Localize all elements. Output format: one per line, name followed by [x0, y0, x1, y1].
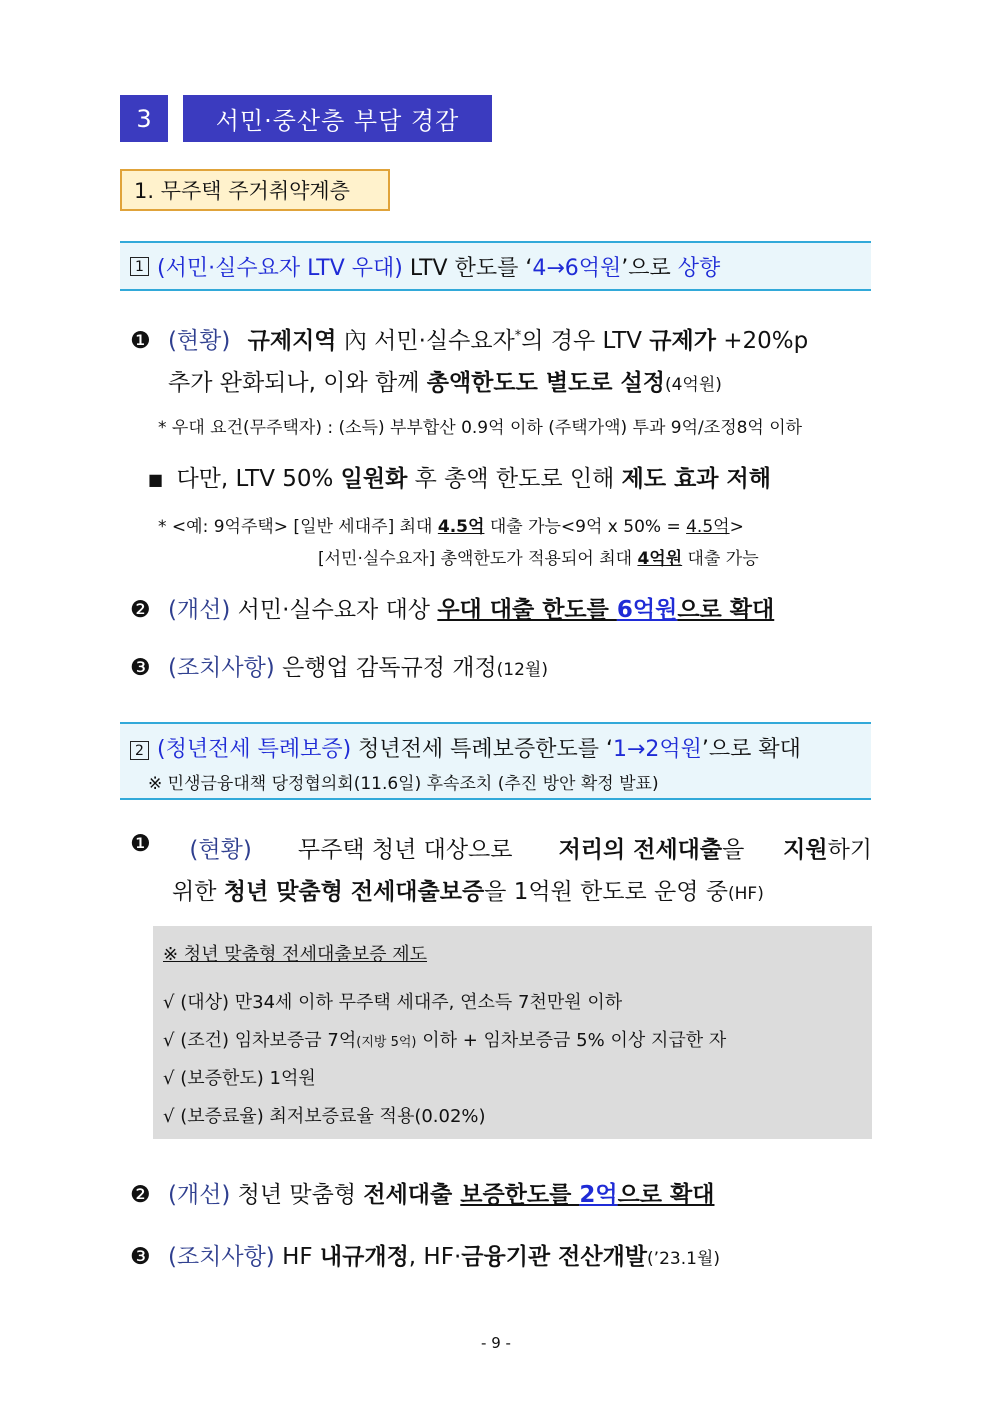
t1-note2-text: 대출 가능: [682, 549, 759, 569]
youth-guarantee-info-box: [153, 926, 872, 1139]
gray-box-text: (지방 5억): [356, 1035, 417, 1050]
topic2-note: ※ 민생금융대책 당정협의회(11.6일) 후속조치 (추진 방안 확정 발표): [148, 774, 659, 794]
t2-item3-tag: (조치사항): [167, 1244, 275, 1270]
t1-item2-tag: (개선): [167, 597, 231, 623]
section-title: 서민·중산층 부담 경감: [183, 95, 492, 142]
t2-item1-line2: [172, 873, 764, 906]
t1-item1-text: 규제지역: [247, 328, 337, 354]
t1-item1-line1: [130, 322, 808, 355]
t2-item2-tag: (개선): [167, 1182, 231, 1208]
topic1-text-a: LTV 한도를 ‘: [402, 255, 533, 281]
t1-note2-line1: [158, 512, 744, 537]
bullet-1-icon: ❶: [130, 328, 151, 354]
bullet-3-icon: ❸: [130, 655, 151, 681]
t1-note1: * 우대 요건(무주택자) : (소득) 부부합산 0.9억 이하 (주택가액) 투과 9억/조정8억 이하: [158, 418, 803, 438]
topic1-text-b: ’으로: [621, 255, 678, 281]
t2-item2-text: 보증한도를: [460, 1182, 580, 1208]
gray-box-row: √ (대상) 만34세 이하 무주택 세대주, 연소득 7천만원 이하: [163, 992, 623, 1013]
t1-item1-text: (4억원): [664, 375, 722, 395]
gray-box-title: ※ 청년 맞춤형 전세대출보증 제도: [163, 944, 428, 965]
topic1-header: [120, 241, 871, 291]
t1-item1-text: 추가 완화되나, 이와 함께: [168, 370, 427, 396]
t1-item3: [130, 649, 548, 682]
t2-item3-text: 금융기관 전산개발: [461, 1244, 648, 1270]
t1-item1-tag: (현황): [167, 328, 231, 354]
t1-item2-text: 으로 확대: [677, 597, 775, 623]
t1-item1-text: +20%p: [715, 328, 809, 354]
topic2-text-a: 청년전세 특례보증한도를 ‘: [351, 737, 613, 762]
topic1-highlight: 4→6억원: [532, 255, 622, 281]
t1-item3-text: (12월): [496, 660, 548, 680]
t2-item2-text: 2억: [579, 1182, 618, 1208]
t1-sub-text: 일원화: [340, 466, 408, 492]
t1-item1-line2: [168, 364, 722, 397]
t2-item3-text: HF: [274, 1244, 320, 1270]
t2-item1-text: 을 1억원 한도로 운영 중: [484, 879, 729, 905]
t2-item2-text: 청년 맞춤형: [230, 1182, 364, 1208]
square-bullet-icon: ■: [148, 470, 164, 489]
topic1-label: (서민·실수요자 LTV 우대): [157, 255, 403, 281]
t1-item3-text: 은행업 감독규정 개정: [274, 655, 497, 681]
bullet-2-icon: ❷: [130, 597, 151, 623]
t2-item1-text: 하기: [827, 837, 872, 863]
t1-sub-text: 제도 효과 저해: [621, 466, 771, 492]
topic1-number-box: 1: [130, 257, 149, 276]
t1-sub-text: 후 총액 한도로 인해: [407, 466, 622, 492]
t1-sub-bullet-line: [148, 460, 771, 493]
t1-note2-text: 4.5억: [437, 517, 485, 537]
t1-note2-text: 4억원: [637, 549, 683, 569]
gray-box-row: √ (보증료율) 최저보증료율 적용(0.02%): [163, 1106, 486, 1127]
t2-item1-text: 지원: [783, 837, 828, 863]
t2-item1-tag: (현황): [189, 837, 252, 863]
subsection-title: 1. 무주택 주거취약계층: [120, 169, 390, 211]
t1-item2-text: 서민·실수요자 대상: [230, 597, 438, 623]
t2-item2-text: 으로 확대: [617, 1182, 715, 1208]
topic2-label: (청년전세 특례보증): [157, 737, 352, 762]
t1-note2-text: * <예: 9억주택> [일반 세대주] 최대: [158, 517, 438, 537]
gray-box-row: [163, 1026, 726, 1052]
t2-item1-text: 저리의 전세대출: [558, 837, 723, 863]
t2-item1-text: 을: [722, 837, 745, 863]
t2-item1-text: (HF): [728, 884, 764, 904]
t1-sub-text: 다만, LTV 50%: [176, 466, 341, 492]
page-number: - 9 -: [481, 1334, 511, 1352]
t1-item1-text: 內 서민·실수요자: [336, 328, 515, 354]
topic1-highlight2: 상향: [677, 255, 721, 281]
t1-note2-text: >: [729, 517, 744, 537]
t1-item1-text: 규제가: [649, 328, 716, 354]
t2-item1-line1: [130, 831, 872, 864]
t1-item3-tag: (조치사항): [167, 655, 275, 681]
t1-item1-text: 총액한도도 별도로 설정: [426, 370, 665, 396]
t1-item2: [130, 591, 774, 624]
t1-note2-text: [서민·실수요자] 총액한도가 적용되어 최대: [318, 549, 638, 569]
t2-item1-text: 위한: [172, 879, 224, 905]
t2-item3-text: , HF·: [408, 1244, 462, 1270]
gray-box-text: √ (조건) 임차보증금 7억: [163, 1030, 357, 1051]
topic2-number-box: 2: [130, 741, 149, 760]
topic2-highlight: 1→2억원: [612, 737, 702, 762]
bullet-1-icon: ❶: [130, 831, 151, 857]
t1-item2-text: 6억원: [616, 597, 678, 623]
t2-item1-text: 무주택 청년 대상으로: [290, 837, 520, 863]
section-number: 3: [120, 95, 168, 142]
t2-item3: [130, 1238, 720, 1271]
t2-item3-text: 내규개정: [319, 1244, 409, 1270]
gray-box-row: √ (보증한도) 1억원: [163, 1068, 316, 1089]
bullet-3-icon: ❸: [130, 1244, 151, 1270]
topic2-text-b: ’으로 확대: [701, 737, 801, 762]
t1-item1-text: 의 경우 LTV: [521, 328, 650, 354]
t2-item3-text: (’23.1월): [647, 1249, 720, 1269]
t1-item2-text: 우대 대출 한도를: [437, 597, 617, 623]
t2-item2: [130, 1176, 714, 1209]
topic2-header: [120, 722, 871, 800]
gray-box-text: 이하 + 임차보증금 5% 이상 지급한 자: [416, 1030, 727, 1051]
t1-item1-sup: *: [514, 328, 522, 344]
t2-item2-text: 전세대출: [363, 1182, 461, 1208]
t1-note2-text: 대출 가능<9억 x 50% =: [484, 517, 687, 537]
t2-item1-text: 청년 맞춤형 전세대출보증: [223, 879, 485, 905]
t1-note2-line2: [318, 544, 759, 569]
bullet-2-icon: ❷: [130, 1182, 151, 1208]
t1-note2-text: 4.5억: [686, 517, 730, 537]
